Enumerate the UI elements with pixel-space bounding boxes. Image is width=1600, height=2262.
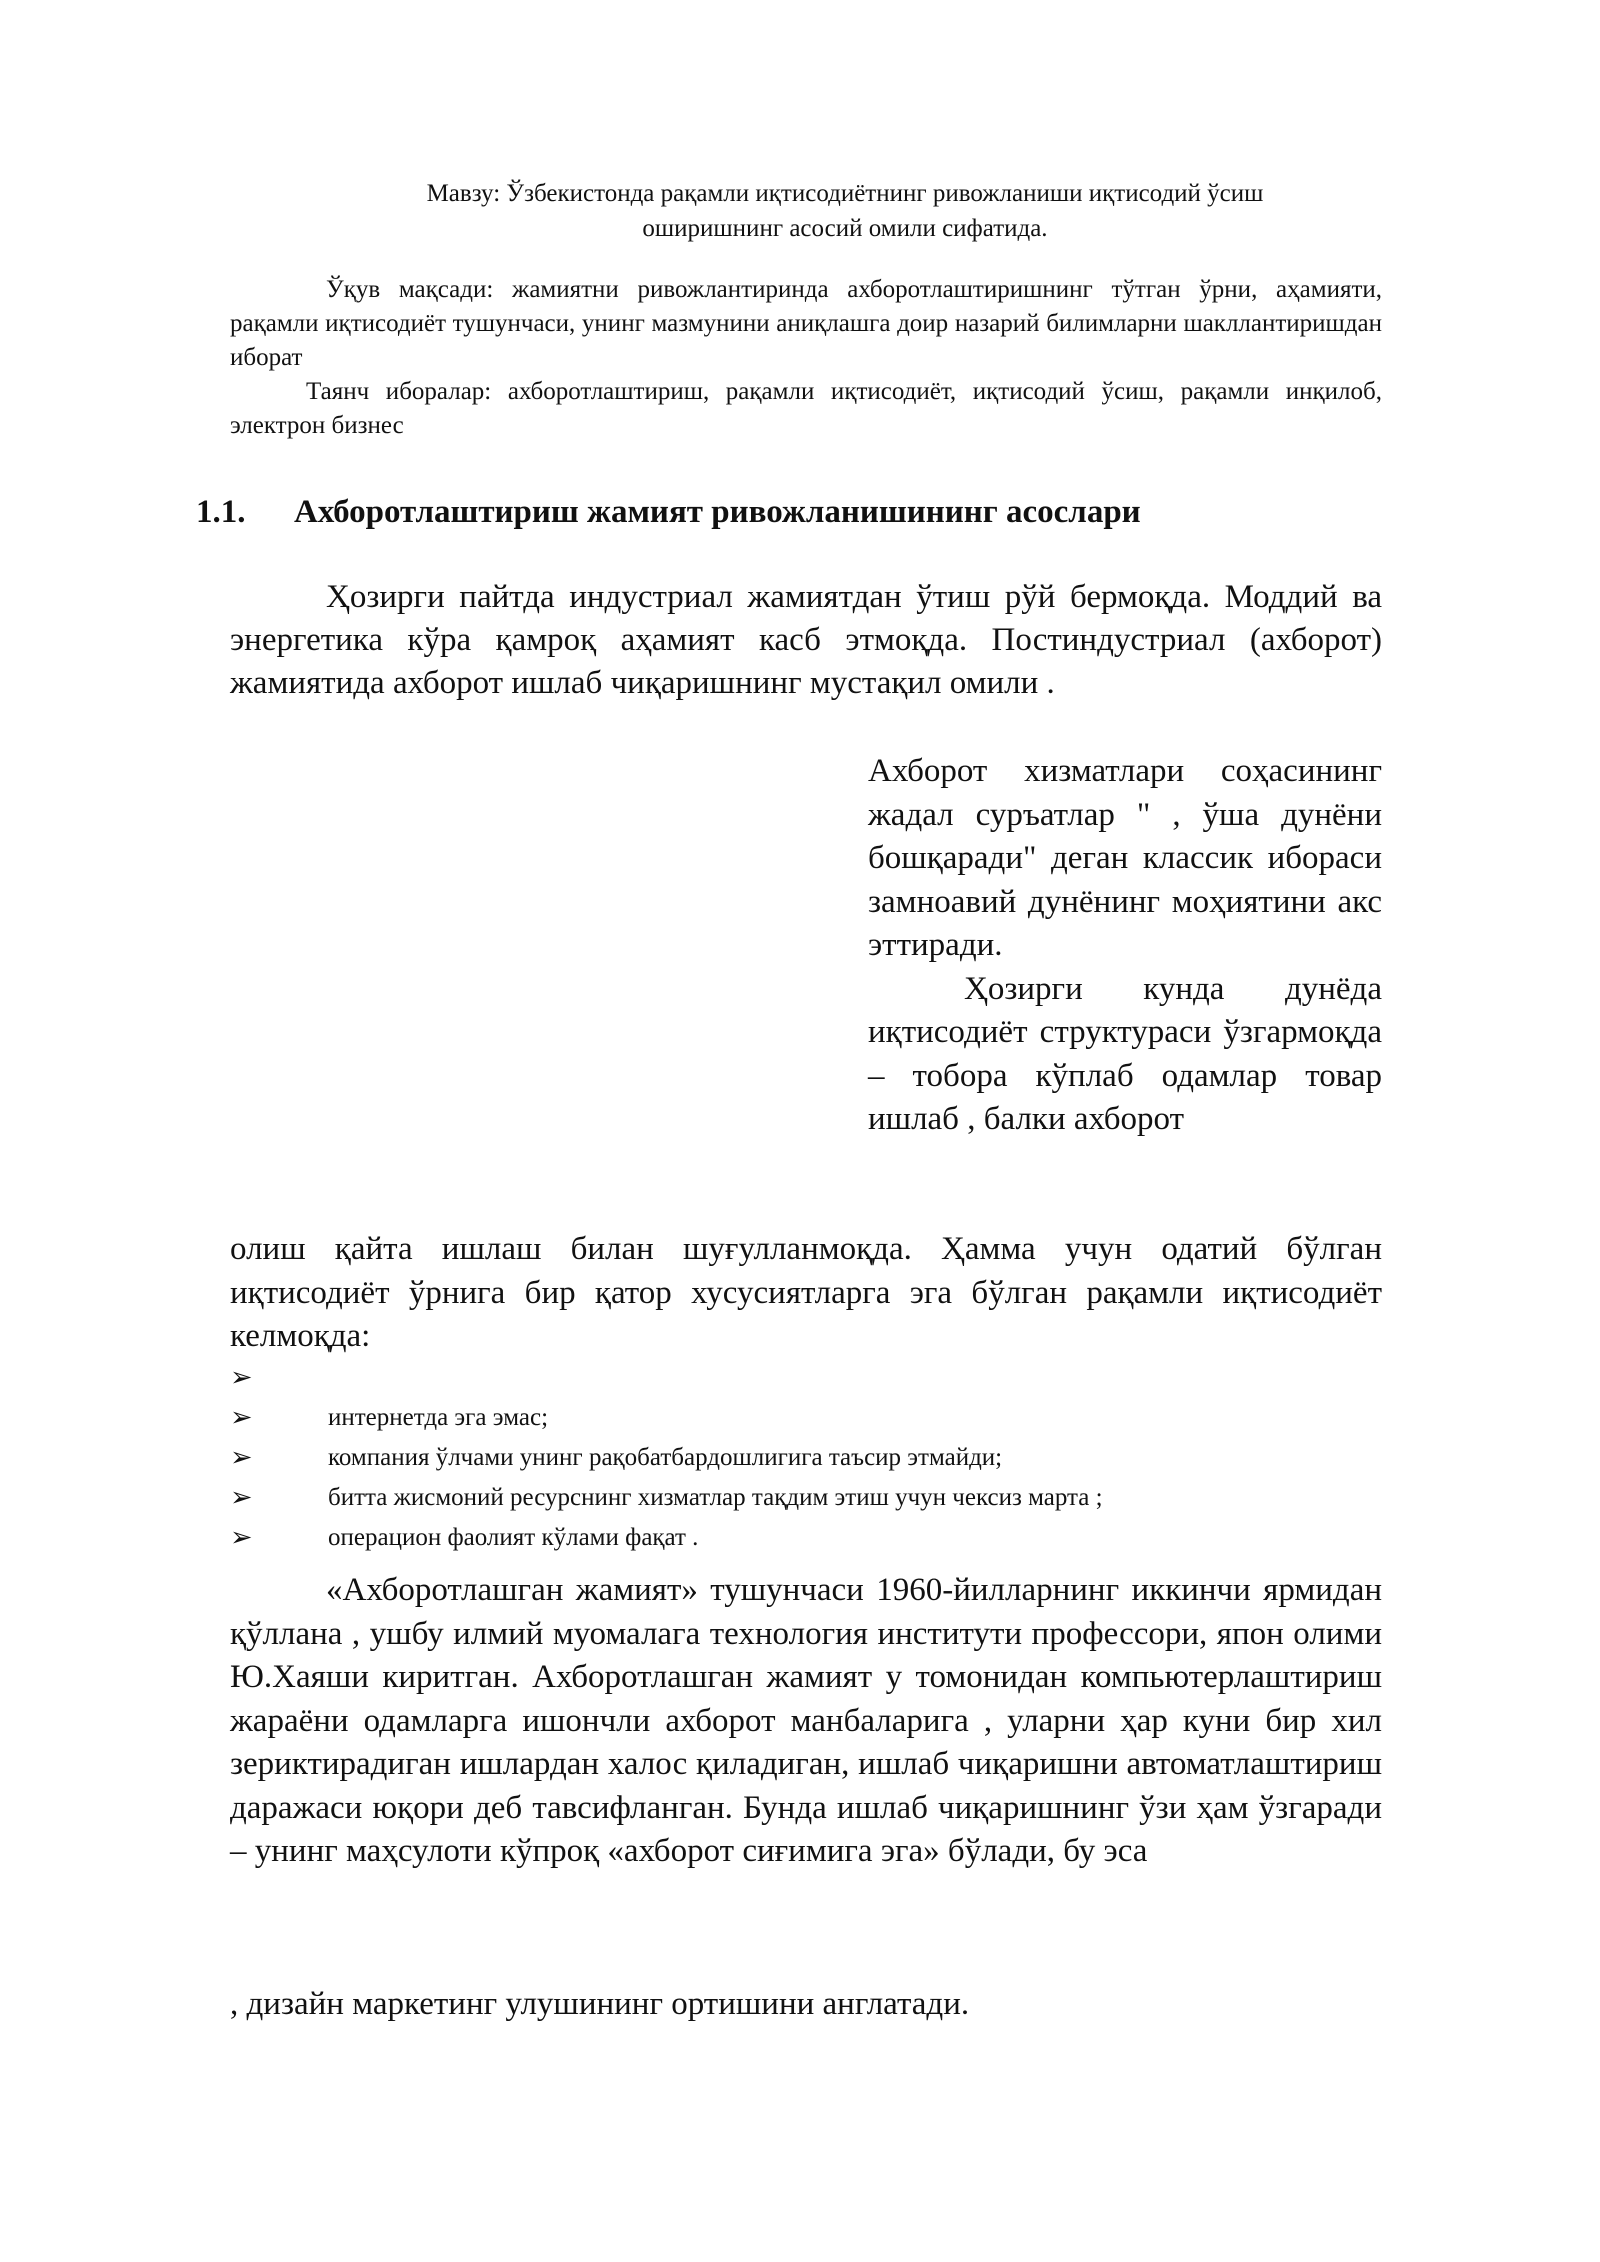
arrowhead-bullet-icon: ➢ xyxy=(230,1442,253,1473)
paragraph-1-text: Ҳозирги пайтда индустриал жамиятдан ўтиш рўй бермоқда. Моддий ва энергетика кўра қамроқ аҳамият касб этмоқда. Постиндустриал (ахборот) жамиятида ахборот ишлаб чиқаришнинг мустақил омили . xyxy=(230,579,1382,701)
list-item-text: операцион фаолият кўлами фақат . xyxy=(328,1524,699,1551)
list-item xyxy=(230,1478,1382,1518)
side-column xyxy=(868,750,1382,1142)
paragraph-3: олиш қайта ишлаш билан шуғулланмоқда. Ҳамма учун одатий бўлган иқтисодиёт ўрнига бир қатор хусусиятларга эга бўлган рақамли иқтисодиёт келмоқда: xyxy=(230,1231,1382,1354)
topic-line-2: оширишнинг асосий омили сифатида. xyxy=(642,215,1048,242)
keywords: Таянч иборалар: ахборотлаштириш, рақамли иқтисодиёт, иқтисодий ўсиш, рақамли инқилоб, электрон бизнес xyxy=(230,378,1382,439)
list-item xyxy=(230,1358,1382,1398)
paragraph-1 xyxy=(230,576,1382,705)
arrowhead-bullet-icon: ➢ xyxy=(230,1482,253,1513)
list-item-text: компания ўлчами унинг рақобатбардошлигига таъсир этмайди; xyxy=(328,1444,1003,1471)
list-item-text: интернетда эга эмас; xyxy=(328,1404,549,1431)
list-item xyxy=(230,1518,1382,1558)
arrowhead-bullet-icon: ➢ xyxy=(230,1402,253,1433)
paragraph-5: , дизайн маркетинг улушининг ортишини англатади. xyxy=(230,1986,970,2022)
side-text-1: Ахборот хизматлари соҳасининг жадал суръатлар " , ўша дунёни бошқаради" деган классик ибораси замноавий дунёнинг моҳиятини акс эттиради. xyxy=(868,753,1382,963)
section-number: 1.1. xyxy=(196,494,246,530)
arrowhead-bullet-icon: ➢ xyxy=(230,1362,253,1393)
learning-goal: Ўқув мақсади: жамиятни ривожлантиринда ахборотлаштиришнинг тўтган ўрни, аҳамияти, рақамли иқтисодиёт тушунчаси, унинг мазмунини аниқлашга доир назарий билимларни шакллантиришдан иборат xyxy=(230,276,1382,371)
list-item xyxy=(230,1398,1382,1438)
side-text-2: Ҳозирги кунда дунёда иқтисодиёт структураси ўзгармоқда – тобора кўплаб одамлар товар ишлаб , балки ахборот xyxy=(868,970,1382,1137)
topic-line-1: Мавзу: Ўзбекистонда рақамли иқтисодиётнинг ривожланиши иқтисодий ўсиш xyxy=(426,180,1264,207)
paragraph-4-text: «Ахборотлашган жамият» тушунчаси 1960-йилларнинг иккинчи ярмидан қўллана , ушбу илмий муомалага технология институти профессори, япон олими Ю.Хаяши киритган. Ахборотлашган жамият у томонидан компьютерлаштириш жараёни одамларга ишончли ахборот манбаларига , уларни ҳар куни бир хил зериктирадиган ишлардан халос қиладиган, ишлаб чиқаришни автоматлаштириш даражаси юқори деб тавсифланган. Бунда ишлаб чиқаришнинг ўзи ҳам ўзгаради – унинг маҳсулоти кўпроқ «ахборот сиғимига эга» бўлади, бу эса xyxy=(230,1572,1382,1869)
goal-block xyxy=(230,273,1382,443)
list-item xyxy=(230,1438,1382,1478)
paragraph-4 xyxy=(230,1569,1382,1874)
section-title: Ахборотлаштириш жамият ривожланишининг асослари xyxy=(294,494,1141,530)
section-heading xyxy=(196,490,1396,534)
topic-title xyxy=(340,176,1350,246)
bullet-list xyxy=(230,1358,1382,1558)
arrowhead-bullet-icon: ➢ xyxy=(230,1522,253,1553)
list-item-text: битта жисмоний ресурснинг хизматлар тақдим этиш учун чексиз марта ; xyxy=(328,1484,1103,1511)
